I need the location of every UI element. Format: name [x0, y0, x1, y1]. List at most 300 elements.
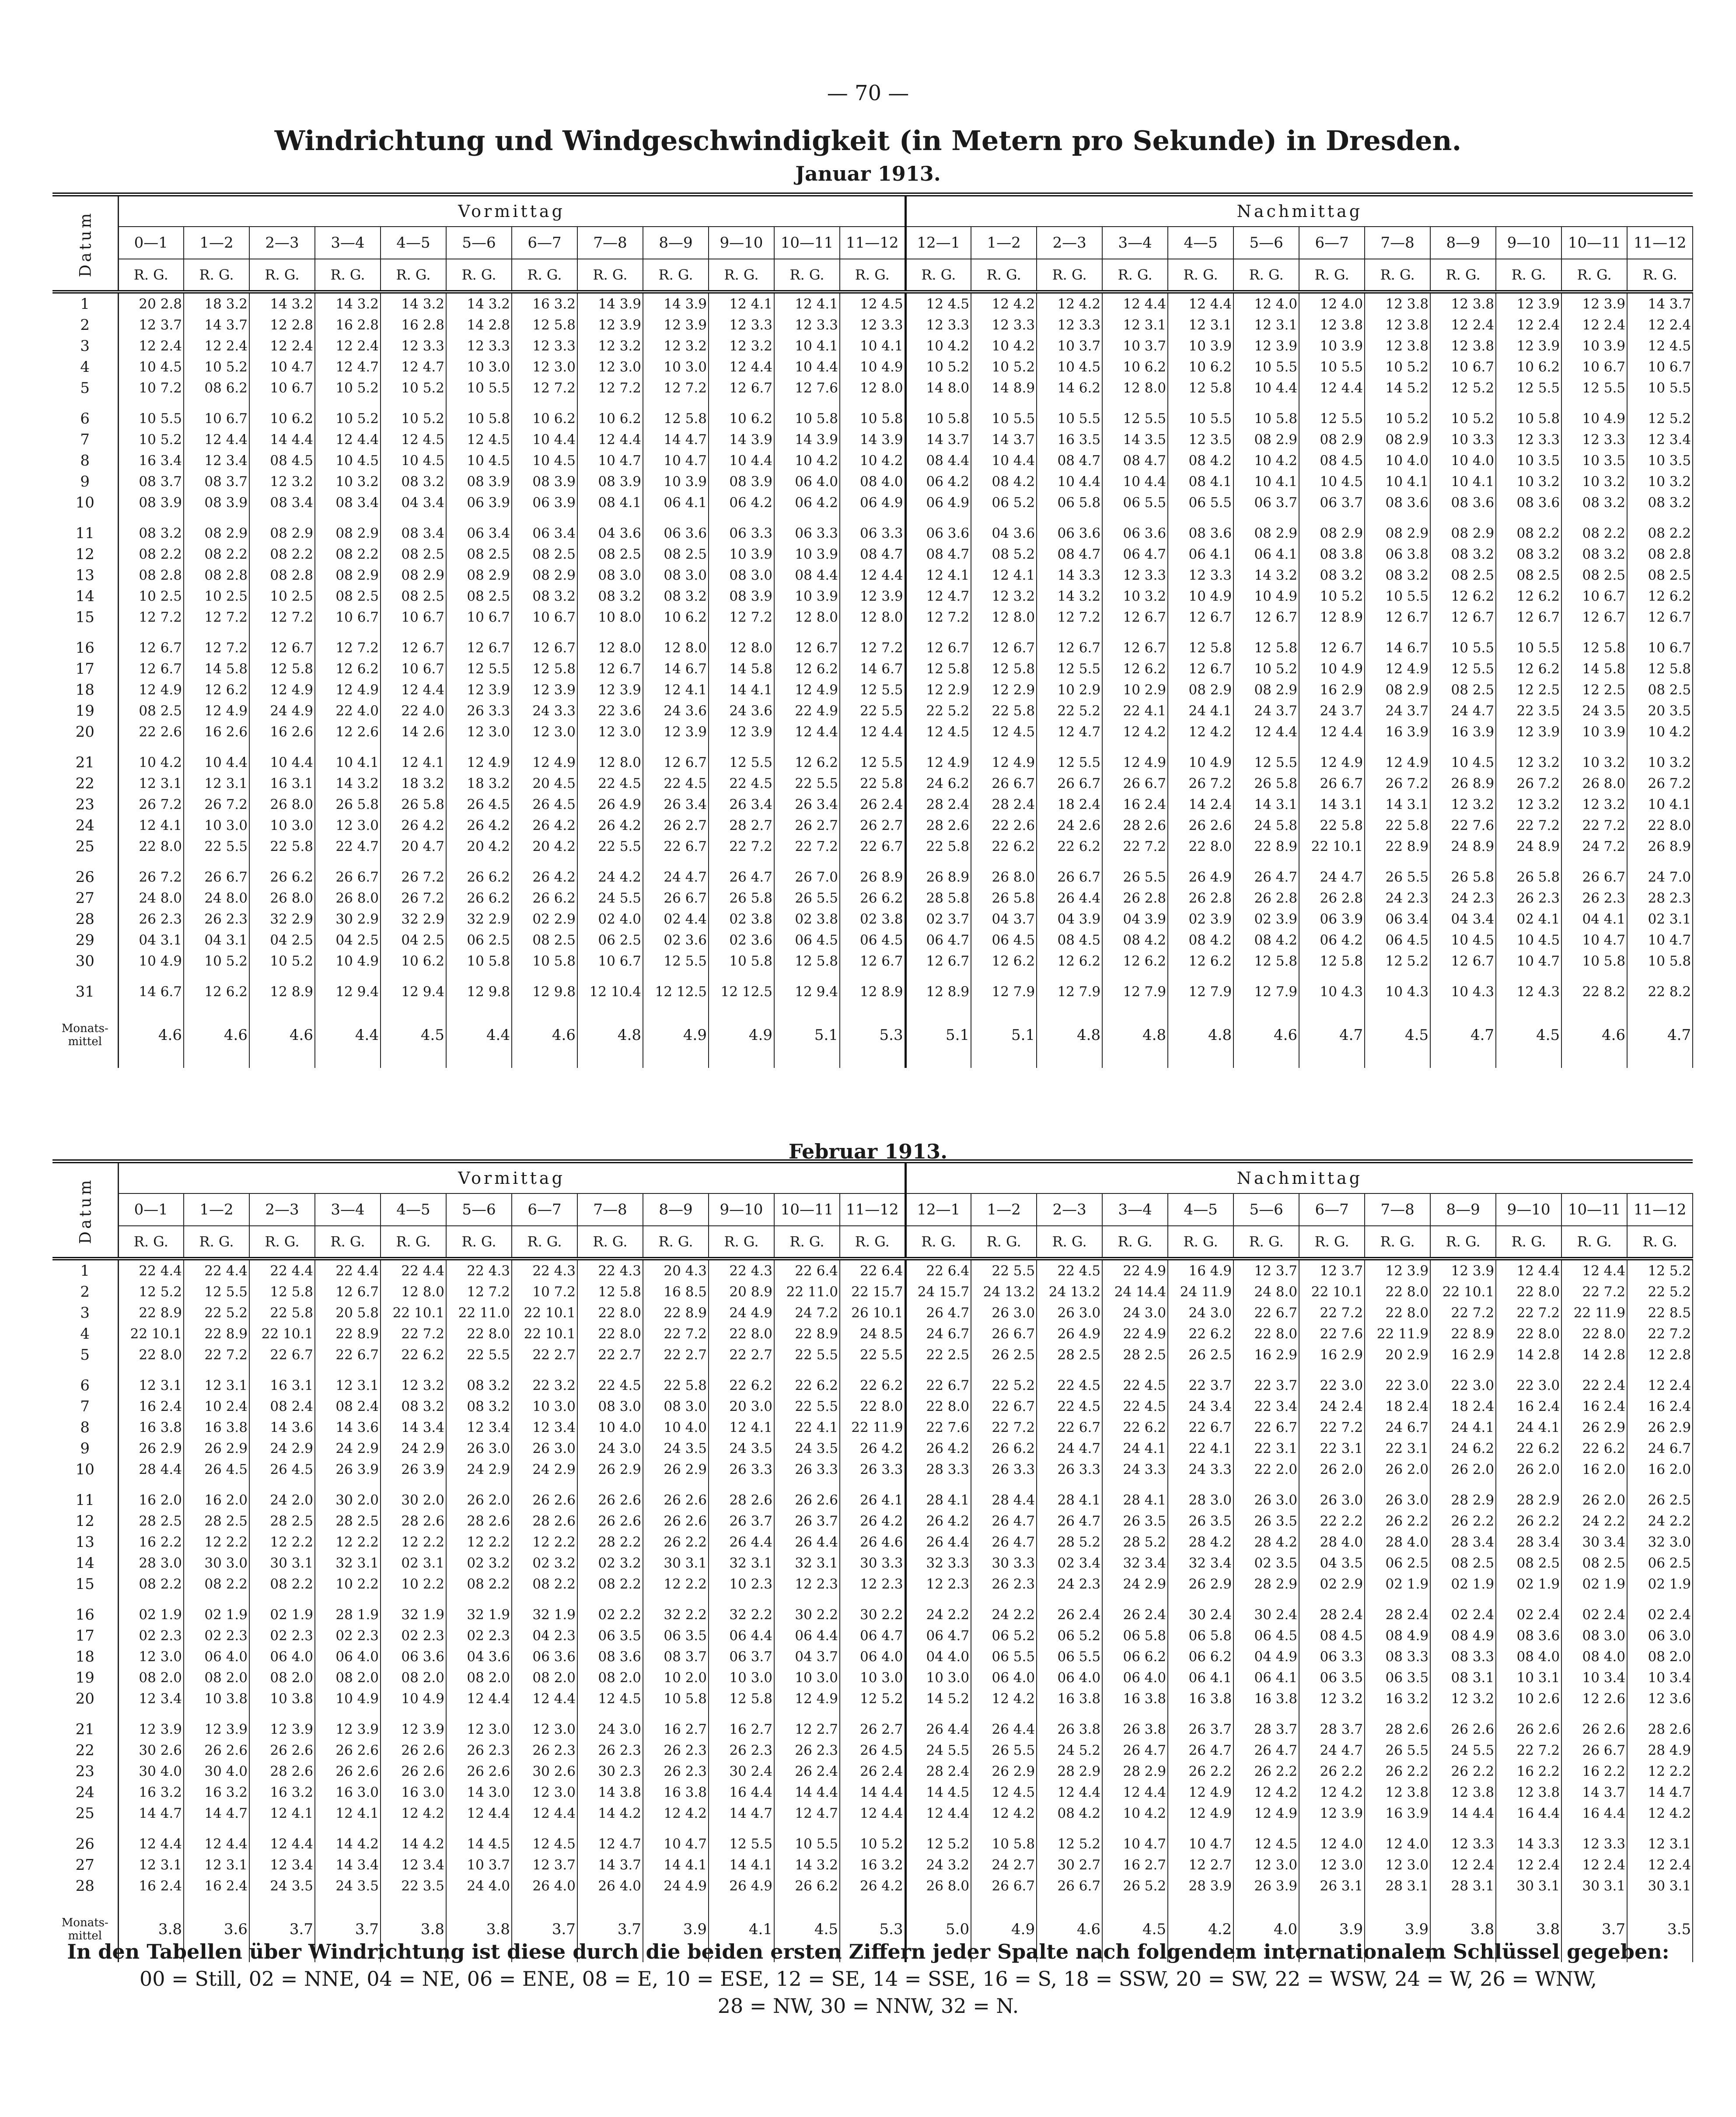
hour-header: 3—4 [315, 227, 381, 259]
gap-cell [1168, 857, 1233, 867]
value-cell: 08 4.0 [1561, 1646, 1627, 1667]
value-cell: 12 2.2 [315, 1532, 381, 1553]
value-cell: 08 3.2 [446, 1375, 512, 1396]
value-cell: 26 3.8 [1102, 1719, 1168, 1740]
value-cell: 10 3.0 [774, 1667, 840, 1688]
value-cell: 26 3.3 [709, 1459, 774, 1480]
datum-label: Datum [77, 210, 95, 277]
value-cell: 10 3.8 [184, 1688, 249, 1709]
value-cell: 26 2.0 [1430, 1459, 1496, 1480]
gap-cell [1496, 972, 1561, 981]
value-cell: 26 3.7 [774, 1511, 840, 1532]
value-cell: 16 2.2 [1496, 1761, 1561, 1782]
value-cell: 08 2.0 [118, 1667, 184, 1688]
day-cell: 11 [52, 1490, 118, 1511]
value-cell: 06 4.0 [971, 1667, 1037, 1688]
table-body [52, 292, 1693, 1068]
value-cell: 22 5.8 [840, 773, 905, 794]
value-cell: 06 3.3 [1299, 1646, 1365, 1667]
value-cell: 28 2.5 [1102, 1344, 1168, 1365]
value-cell: 18 3.2 [446, 773, 512, 794]
value-cell: 12 4.5 [446, 429, 512, 450]
value-cell: 16 2.0 [184, 1490, 249, 1511]
value-cell: 24 3.7 [1299, 700, 1365, 721]
gap-cell [905, 857, 971, 867]
value-cell: 28 2.6 [249, 1761, 315, 1782]
value-cell: 12 4.9 [315, 679, 381, 700]
gap-cell [905, 742, 971, 752]
table-row [52, 1782, 1693, 1803]
gap-cell [643, 972, 709, 981]
value-cell: 12 4.2 [643, 1803, 709, 1824]
value-cell: 26 3.5 [1102, 1511, 1168, 1532]
value-cell: 12 6.7 [1365, 607, 1430, 628]
value-cell: 12 2.2 [512, 1532, 577, 1553]
gap-cell [512, 1709, 577, 1719]
value-cell: 06 5.8 [1102, 1625, 1168, 1646]
hour-header: 2—3 [249, 1193, 315, 1226]
value-cell: 02 1.9 [1561, 1574, 1627, 1595]
gap-cell [1168, 972, 1233, 981]
value-cell: 16 3.9 [1365, 1803, 1430, 1824]
value-cell: 12 3.0 [1365, 1855, 1430, 1876]
row-gap [52, 1824, 1693, 1834]
gap-cell [1299, 972, 1365, 981]
value-cell: 26 3.1 [1299, 1876, 1365, 1897]
value-cell: 22 5.8 [249, 1302, 315, 1323]
monthly-mean-value: 4.7 [1430, 1002, 1496, 1068]
day-cell: 25 [52, 836, 118, 857]
value-cell: 14 5.8 [709, 658, 774, 679]
value-cell: 10 6.7 [512, 607, 577, 628]
value-cell: 08 3.2 [446, 1396, 512, 1417]
value-cell: 28 2.6 [905, 815, 971, 836]
value-cell: 22 6.2 [1102, 1417, 1168, 1438]
table-row [52, 1834, 1693, 1855]
value-cell: 10 2.2 [381, 1574, 446, 1595]
gap-cell [1233, 513, 1299, 523]
value-cell: 12 5.5 [446, 658, 512, 679]
value-cell: 08 4.7 [905, 544, 971, 565]
value-cell: 26 6.7 [1299, 773, 1365, 794]
table-row [52, 1740, 1693, 1761]
value-cell: 08 4.7 [840, 544, 905, 565]
value-cell: 22 8.0 [1233, 1323, 1299, 1344]
value-cell: 24 3.6 [709, 700, 774, 721]
hour-header: 2—3 [1037, 227, 1102, 259]
monthly-mean-value: 3.7 [512, 1897, 577, 1962]
row-gap [52, 857, 1693, 867]
value-cell: 14 3.4 [381, 1417, 446, 1438]
day-cell: 28 [52, 909, 118, 930]
value-cell: 16 3.2 [1365, 1688, 1430, 1709]
gap-cell [971, 1480, 1037, 1490]
value-cell: 22 2.0 [1233, 1459, 1299, 1480]
value-cell: 14 6.7 [840, 658, 905, 679]
table-row [52, 1625, 1693, 1646]
value-cell: 26 2.9 [1168, 1574, 1233, 1595]
value-cell: 12 12.5 [643, 981, 709, 1002]
value-cell: 14 3.8 [577, 1782, 643, 1803]
value-cell: 22 8.0 [446, 1323, 512, 1344]
hour-header: 4—5 [1168, 1193, 1233, 1226]
value-cell: 14 5.8 [1561, 658, 1627, 679]
gap-cell [840, 972, 905, 981]
value-cell: 28 4.1 [905, 1490, 971, 1511]
gap-cell [315, 1709, 381, 1719]
monthly-mean-value: 3.7 [249, 1897, 315, 1962]
value-cell: 26 4.4 [774, 1532, 840, 1553]
value-cell: 10 5.2 [1430, 408, 1496, 429]
value-cell: 30 2.9 [315, 909, 381, 930]
gap-cell [118, 513, 184, 523]
value-cell: 12 6.7 [446, 637, 512, 658]
gap-cell [643, 857, 709, 867]
value-cell: 26 2.6 [315, 1740, 381, 1761]
value-cell: 12 6.7 [1102, 607, 1168, 628]
value-cell: 12 8.0 [709, 637, 774, 658]
value-cell: 26 3.9 [1233, 1876, 1299, 1897]
value-cell: 06 4.5 [774, 930, 840, 951]
value-cell: 06 4.0 [774, 471, 840, 492]
value-cell: 08 3.4 [315, 492, 381, 513]
rg-header: R. G. [1496, 1226, 1561, 1259]
value-cell: 12 3.0 [512, 1782, 577, 1803]
value-cell: 24 4.1 [1102, 1438, 1168, 1459]
value-cell: 02 2.3 [315, 1625, 381, 1646]
value-cell: 10 6.2 [512, 408, 577, 429]
rg-header: R. G. [905, 1226, 971, 1259]
value-cell: 14 3.9 [643, 292, 709, 315]
gap-cell [709, 399, 774, 408]
value-cell: 10 4.4 [1233, 378, 1299, 399]
monthly-mean-value: 3.8 [1496, 1897, 1561, 1962]
value-cell: 08 3.2 [1299, 565, 1365, 586]
value-cell: 12 10.4 [577, 981, 643, 1002]
value-cell: 10 4.9 [1299, 658, 1365, 679]
hour-header: 2—3 [249, 227, 315, 259]
rg-header: R. G. [1430, 1226, 1496, 1259]
value-cell: 16 2.7 [709, 1719, 774, 1740]
value-cell: 22 3.4 [1233, 1396, 1299, 1417]
value-cell: 26 3.9 [381, 1459, 446, 1480]
monthly-mean-value: 4.5 [381, 1002, 446, 1068]
day-cell: 1 [52, 292, 118, 315]
value-cell: 06 4.0 [840, 1646, 905, 1667]
value-cell: 12 3.0 [512, 721, 577, 742]
value-cell: 26 2.4 [840, 794, 905, 815]
value-cell: 22 2.7 [577, 1344, 643, 1365]
value-cell: 08 2.9 [184, 523, 249, 544]
value-cell: 12 4.4 [840, 721, 905, 742]
gap-cell [1102, 1365, 1168, 1375]
monthly-mean-value: 4.6 [1037, 1897, 1102, 1962]
value-cell: 28 2.9 [1430, 1490, 1496, 1511]
gap-cell [512, 1824, 577, 1834]
gap-cell [1627, 399, 1693, 408]
value-cell: 10 6.2 [1102, 357, 1168, 378]
value-cell: 10 4.5 [1430, 752, 1496, 773]
value-cell: 10 4.9 [118, 951, 184, 972]
value-cell: 24 8.0 [118, 888, 184, 909]
value-cell: 02 3.6 [643, 930, 709, 951]
value-cell: 12 6.7 [1430, 607, 1496, 628]
value-cell: 12 3.9 [577, 679, 643, 700]
value-cell: 10 5.2 [971, 357, 1037, 378]
gap-cell [840, 628, 905, 637]
value-cell: 04 3.7 [971, 909, 1037, 930]
value-cell: 12 5.2 [1037, 1834, 1102, 1855]
gap-cell [249, 972, 315, 981]
monthly-mean-value: 5.1 [774, 1002, 840, 1068]
value-cell: 14 3.7 [971, 429, 1037, 450]
value-cell: 26 2.0 [1299, 1459, 1365, 1480]
value-cell: 24 2.2 [1561, 1511, 1627, 1532]
gap-cell [774, 1595, 840, 1604]
value-cell: 10 4.1 [840, 336, 905, 357]
value-cell: 12 6.7 [905, 951, 971, 972]
gap-cell [184, 1365, 249, 1375]
value-cell: 14 3.7 [1627, 292, 1693, 315]
day-cell: 24 [52, 815, 118, 836]
table-row [52, 429, 1693, 450]
gap-cell [1561, 399, 1627, 408]
value-cell: 16 4.4 [1496, 1803, 1561, 1824]
value-cell: 06 4.5 [971, 930, 1037, 951]
row-gap [52, 1595, 1693, 1604]
value-cell: 24 3.0 [1102, 1302, 1168, 1323]
value-cell: 10 3.5 [1627, 450, 1693, 471]
value-cell: 12 3.9 [1496, 721, 1561, 742]
gap-cell [840, 1365, 905, 1375]
value-cell: 26 7.2 [1627, 773, 1693, 794]
gap-cell [381, 1365, 446, 1375]
value-cell: 10 3.1 [1496, 1667, 1561, 1688]
gap-cell [1561, 972, 1627, 981]
value-cell: 06 4.1 [1233, 544, 1299, 565]
value-cell: 22 8.0 [1168, 836, 1233, 857]
table-row [52, 315, 1693, 336]
value-cell: 08 2.5 [446, 586, 512, 607]
table-row [52, 378, 1693, 399]
gap-cell [774, 857, 840, 867]
gap-cell [577, 399, 643, 408]
value-cell: 10 5.5 [1037, 408, 1102, 429]
gap-cell [512, 972, 577, 981]
gap-cell [446, 742, 512, 752]
gap-cell [971, 742, 1037, 752]
rg-header: R. G. [774, 259, 840, 292]
value-cell: 12 3.4 [381, 1855, 446, 1876]
value-cell: 26 6.7 [315, 867, 381, 888]
value-cell: 28 3.1 [1430, 1876, 1496, 1897]
hour-header: 6—7 [512, 227, 577, 259]
value-cell: 32 3.3 [905, 1553, 971, 1574]
value-cell: 08 2.2 [1561, 523, 1627, 544]
value-cell: 22 15.7 [840, 1281, 905, 1302]
value-cell: 16 2.9 [1299, 679, 1365, 700]
gap-cell [315, 1824, 381, 1834]
value-cell: 12 3.1 [184, 773, 249, 794]
value-cell: 30 3.1 [643, 1553, 709, 1574]
value-cell: 12 6.7 [1430, 951, 1496, 972]
value-cell: 26 4.2 [905, 1438, 971, 1459]
value-cell: 24 2.9 [512, 1459, 577, 1480]
value-cell: 22 4.3 [709, 1259, 774, 1281]
value-cell: 02 3.1 [1627, 909, 1693, 930]
value-cell: 26 2.3 [118, 909, 184, 930]
value-cell: 08 2.5 [381, 586, 446, 607]
value-cell: 24 5.2 [1037, 1740, 1102, 1761]
value-cell: 06 3.3 [709, 523, 774, 544]
value-cell: 12 3.0 [577, 721, 643, 742]
value-cell: 22 3.2 [512, 1375, 577, 1396]
value-cell: 12 3.2 [1299, 1688, 1365, 1709]
value-cell: 08 3.9 [446, 471, 512, 492]
value-cell: 22 10.1 [381, 1302, 446, 1323]
value-cell: 22 5.5 [446, 1344, 512, 1365]
value-cell: 12 3.1 [1627, 1834, 1693, 1855]
value-cell: 08 2.5 [1430, 1553, 1496, 1574]
value-cell: 08 2.5 [446, 544, 512, 565]
table-row [52, 1490, 1693, 1511]
value-cell: 12 3.5 [1168, 429, 1233, 450]
value-cell: 22 3.0 [1299, 1375, 1365, 1396]
value-cell: 28 3.0 [1168, 1490, 1233, 1511]
gap-cell [1365, 1709, 1430, 1719]
value-cell: 08 2.9 [1233, 679, 1299, 700]
value-cell: 22 5.8 [1299, 815, 1365, 836]
value-cell: 12 4.4 [512, 1803, 577, 1824]
hour-header: 7—8 [1365, 1193, 1430, 1226]
value-cell: 26 3.3 [774, 1459, 840, 1480]
value-cell: 14 3.2 [774, 1855, 840, 1876]
gap-cell [315, 1595, 381, 1604]
value-cell: 26 2.2 [1430, 1511, 1496, 1532]
value-cell: 12 4.9 [905, 752, 971, 773]
gap-cell [446, 513, 512, 523]
value-cell: 22 7.2 [709, 836, 774, 857]
value-cell: 22 5.5 [774, 1396, 840, 1417]
monthly-mean-value: 4.0 [1233, 1897, 1299, 1962]
value-cell: 12 4.2 [1168, 721, 1233, 742]
value-cell: 06 5.8 [1168, 1625, 1233, 1646]
value-cell: 12 6.7 [1299, 637, 1365, 658]
value-cell: 16 3.8 [184, 1417, 249, 1438]
value-cell: 12 4.4 [118, 1834, 184, 1855]
value-cell: 08 3.2 [1561, 544, 1627, 565]
rg-header: R. G. [643, 1226, 709, 1259]
day-cell: 1 [52, 1259, 118, 1281]
value-cell: 20 4.5 [512, 773, 577, 794]
value-cell: 12 5.8 [709, 1688, 774, 1709]
gap-cell [184, 513, 249, 523]
rg-header: R. G. [971, 1226, 1037, 1259]
value-cell: 06 3.3 [774, 523, 840, 544]
value-cell: 04 3.6 [446, 1646, 512, 1667]
monthly-mean-value: 5.0 [905, 1897, 971, 1962]
value-cell: 08 2.5 [577, 544, 643, 565]
value-cell: 24 4.1 [1496, 1417, 1561, 1438]
table-header [52, 1162, 1693, 1259]
value-cell: 26 2.9 [118, 1438, 184, 1459]
value-cell: 04 4.9 [1233, 1646, 1299, 1667]
value-cell: 14 6.7 [643, 658, 709, 679]
gap-cell [1299, 628, 1365, 637]
value-cell: 16 2.4 [118, 1876, 184, 1897]
value-cell: 12 8.0 [577, 637, 643, 658]
value-cell: 06 5.5 [1168, 492, 1233, 513]
value-cell: 08 2.0 [381, 1667, 446, 1688]
value-cell: 12 2.3 [905, 1574, 971, 1595]
value-cell: 10 3.4 [1627, 1667, 1693, 1688]
monthly-mean-value: 3.9 [1365, 1897, 1430, 1962]
value-cell: 26 2.2 [643, 1532, 709, 1553]
value-cell: 16 3.2 [512, 292, 577, 315]
value-cell: 06 6.2 [1168, 1646, 1233, 1667]
value-cell: 12 3.0 [512, 357, 577, 378]
value-cell: 12 3.2 [709, 336, 774, 357]
value-cell: 24 6.7 [905, 1323, 971, 1344]
value-cell: 24 3.2 [905, 1855, 971, 1876]
monthly-mean-value: 4.8 [1168, 1002, 1233, 1068]
value-cell: 10 5.8 [446, 408, 512, 429]
value-cell: 16 3.1 [249, 1375, 315, 1396]
value-cell: 10 5.5 [1627, 378, 1693, 399]
value-cell: 12 6.7 [1233, 607, 1299, 628]
value-cell: 08 3.3 [1365, 1646, 1430, 1667]
value-cell: 12 3.9 [1561, 292, 1627, 315]
value-cell: 26 4.7 [971, 1511, 1037, 1532]
value-cell: 10 6.7 [1430, 357, 1496, 378]
value-cell: 26 5.8 [1233, 773, 1299, 794]
value-cell: 02 3.7 [905, 909, 971, 930]
value-cell: 14 4.4 [840, 1782, 905, 1803]
value-cell: 04 3.1 [184, 930, 249, 951]
gap-cell [1233, 972, 1299, 981]
value-cell: 12 4.4 [1233, 721, 1299, 742]
value-cell: 10 3.9 [643, 471, 709, 492]
footnote-key-line-1: 00 = Still, 02 = NNE, 04 = NE, 06 = ENE, 08 = E, 10 = ESE, 12 = SE, 14 = SSE, 16 = S, 18 = SSW, 20 = SW, 22 = WSW, 24 = W, 26 = WNW, [140, 1967, 1597, 1991]
gap-cell [905, 1480, 971, 1490]
value-cell: 26 7.2 [184, 794, 249, 815]
gap-cell [118, 1595, 184, 1604]
value-cell: 22 10.1 [512, 1302, 577, 1323]
hour-header: 3—4 [1102, 1193, 1168, 1226]
value-cell: 22 4.4 [381, 1259, 446, 1281]
value-cell: 02 2.9 [512, 909, 577, 930]
monthly-mean-value: 4.2 [1168, 1897, 1233, 1962]
gap-cell [971, 1595, 1037, 1604]
value-cell: 08 4.2 [1233, 930, 1299, 951]
gap-cell [774, 399, 840, 408]
value-cell: 26 4.7 [1233, 1740, 1299, 1761]
value-cell: 12 7.2 [643, 378, 709, 399]
hour-header: 0—1 [118, 227, 184, 259]
gap-cell [709, 1709, 774, 1719]
value-cell: 10 4.9 [315, 1688, 381, 1709]
value-cell: 12 5.2 [1430, 378, 1496, 399]
value-cell: 24 2.9 [1102, 1574, 1168, 1595]
value-cell: 26 2.3 [446, 1740, 512, 1761]
gap-cell [184, 1824, 249, 1834]
gap-cell [709, 1595, 774, 1604]
table-row [52, 1396, 1693, 1417]
value-cell: 14 4.4 [1430, 1803, 1496, 1824]
value-cell: 16 2.4 [1102, 794, 1168, 815]
value-cell: 02 1.9 [1627, 1574, 1693, 1595]
value-cell: 22 4.5 [1037, 1375, 1102, 1396]
